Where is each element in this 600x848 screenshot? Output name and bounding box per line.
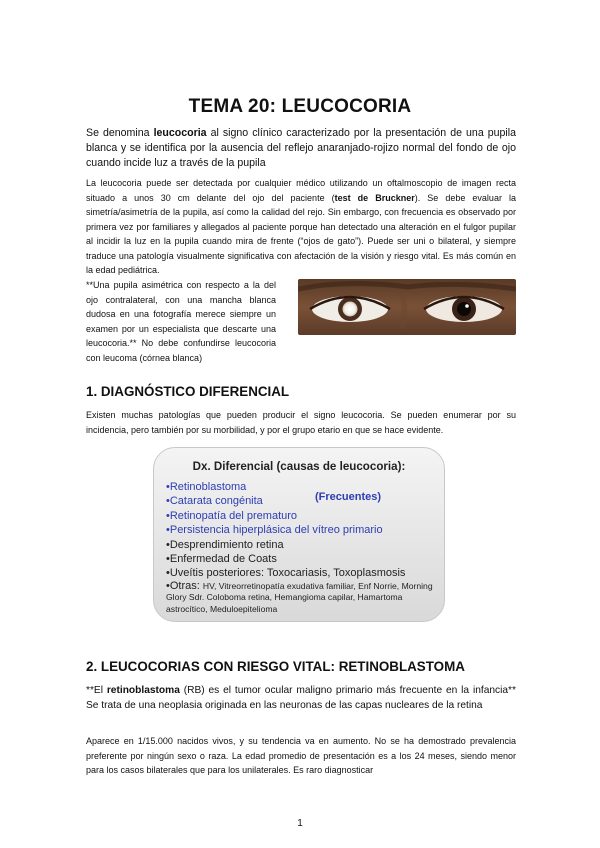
ddx-others-text: HV, Vitreorretinopatía exudativa familiar, Enf Norrie, Morning Glory Sdr. Coloboma retina, Hemangioma capilar, Hamartoma astrocítico, Meduloepitelioma — [166, 580, 433, 615]
section2-lead — [86, 684, 516, 713]
page-number: 1 — [297, 818, 303, 829]
ddx-frequent-label: (Frecuentes) — [315, 491, 382, 503]
ddx-frequent-item: •Retinoblastoma — [166, 481, 247, 493]
differential-diagnosis-box — [153, 447, 445, 622]
ddx-other-item: •Desprendimiento retina — [166, 538, 284, 551]
leucocoria-eyes-photo — [298, 279, 516, 335]
ddx-others-label: •Otras: — [166, 579, 203, 592]
ddx-other-item: •Uveítis posteriores: Toxocariasis, Toxoplasmosis — [166, 567, 406, 580]
detection-paragraph — [86, 176, 516, 278]
ddx-list — [166, 480, 441, 616]
para1-term: test de Bruckner — [334, 192, 415, 203]
ddx-frequent-item: •Retinopatía del prematuro — [166, 509, 298, 522]
intro-term: leucocoria — [153, 127, 207, 139]
section2-heading: 2. LEUCOCORIAS CON RIESGO VITAL: RETINOBLASTOMA — [86, 659, 465, 674]
section2-bold-post: (RB) es el tumor ocular maligno primario más frecuente en la infancia** Se trata de una neoplasia originada en las neuronas de las capas nucleares de la retina — [86, 685, 516, 711]
ddx-title: Dx. Diferencial (causas de leucocoria): — [192, 460, 406, 473]
intro-pre: Se denomina — [86, 127, 154, 139]
intro-post: al signo clínico caracterizado por la presentación de una pupila blanca y se identifica por la ausencia del reflejo anaranjado-rojizo normal del fondo de ojo cuando incide luz a través de la pupila — [86, 127, 517, 169]
ddx-others-item — [166, 581, 438, 616]
ddx-frequent-item: •Persistencia hiperplásica del vítreo primario — [166, 524, 383, 537]
section2-term: retinoblastoma — [106, 685, 180, 696]
ddx-frequent-item: •Catarata congénita — [166, 495, 263, 508]
section2-bold-pre: **El — [86, 685, 107, 696]
note-paragraph: **Una pupila asimétrica con respecto a la del ojo contralateral, con una mancha blanca dudosa en una fotografía merece siempre un examen por un especialista que descarte una leucocoria.** No debe confundirse leucocoria con leucoma (córnea blanca) — [86, 280, 276, 363]
section1-text: Existen muchas patologías que pueden producir el signo leucocoria. Se pueden enumerar por su incidencia, pero también por su morbilidad, y por el grupo etario en que se hace evidente. — [86, 410, 516, 435]
page-title: TEMA 20: LEUCOCORIA — [188, 96, 412, 117]
intro-paragraph — [86, 126, 516, 171]
section2-text: Aparece en 1/15.000 nacidos vivos, y su tendencia va en aumento. No se ha demostrado prevalencia preferente por ningún sexo o raza. La edad promedio de presentación es a los 24 meses, siendo menor para los casos bilaterales que para los unilaterales. Es raro diagnosticar — [86, 736, 516, 775]
para1-pre: La leucocoria puede ser detectada por cualquier médico utilizando un oftalmoscopio de imagen recta situado a unos 30 cm delante del ojo del paciente ( — [86, 178, 516, 203]
para1-post: ). Se debe evaluar la simetría/asimetría de la pupila, así como la calidad del rejo. Sin embargo, con frecuencia es observado por primera vez por familiares y allegados al paciente porque han detectado una alteración en el fulgor pupilar al incidir la luz en la pupila cuando mira de frente (“ojos de gato”). Puede ser uni o bilateral, y siempre traduce una patología visualmente significativa con afectación de la visión y riesgo vital. Es más común en la edad pediátrica. — [86, 192, 516, 275]
section1-heading: 1. DIAGNÓSTICO DIFERENCIAL — [86, 384, 290, 399]
ddx-other-item: •Enfermedad de Coats — [166, 553, 277, 566]
